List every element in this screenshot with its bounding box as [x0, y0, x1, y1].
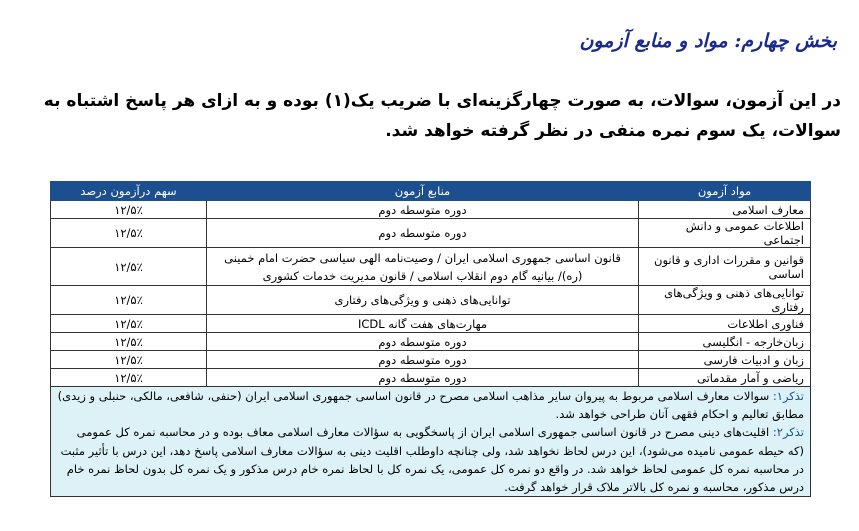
row-share: ۱۲/۵٪ [51, 333, 207, 351]
row-subject: معارف اسلامی [639, 201, 811, 219]
table-row [51, 333, 811, 351]
row-share: ۱۲/۵٪ [51, 369, 207, 387]
row-subject: فناوری اطلاعات [639, 315, 811, 333]
note-1-text: سوالات معارف اسلامی مربوط به پیروان سایر مذاهب اسلامی مصرح در قانون اساسی جمهوری اسلامی ایران (حنفی، شافعی، مالکی، حنبلی و زیدی) مطابق تعالیم و احکام فقهی آنان طراحی خواهد شد. [57, 389, 804, 422]
table-row [51, 369, 811, 387]
table-row [51, 351, 811, 369]
row-subject: اطلاعات عمومی و دانش اجتماعی [639, 219, 811, 248]
table-row [51, 219, 811, 248]
row-subject: توانایی‌های ذهنی و ویژگی‌های رفتاری [639, 286, 811, 315]
notes-cell [51, 387, 811, 497]
row-subject: ریاضی و آمار مقدماتی [639, 369, 811, 387]
table-header-row [51, 182, 811, 201]
table-row [51, 201, 811, 219]
row-subject: قوانین و مقررات اداری و قانون اساسی [639, 248, 811, 286]
note-2-tag: تذکر۲: [772, 425, 804, 440]
section-title: بخش چهارم: مواد و منابع آزمون [579, 30, 837, 52]
note-2-text: اقلیت‌های دینی مصرح در قانون اساسی جمهوری اسلامی ایران از پاسخگویی به سؤالات معارف اسلامی معاف بوده و در محاسبه نمره کل عمومی (که حیطه عمومی نامیده می‌شود)، این درس لحاظ نخواهد شد، ولی چنانچه داوطلب اقلیت دینی به سؤالات معارف اسلامی پاسخ دهد، این درس با تأثیر مثبت در محاسبه نمره کل عمومی لحاظ خواهد شد. در واقع دو نمره کل عمومی، یک نمره کل با لحاظ نمره خام درس مذکور و یک نمره کل بدون لحاظ نمره خام درس مذکور، محاسبه و نمره کل بالاتر ملاک قرار خواهد گرفت. [60, 425, 804, 495]
note-1-tag: تذکر۱: [772, 389, 804, 403]
table-row [51, 248, 811, 286]
row-share: ۱۲/۵٪ [51, 201, 207, 219]
header-sources: منابع آزمون [207, 182, 639, 201]
row-sources: قانون اساسی جمهوری اسلامی ایران / وصیت‌نامه الهی سیاسی حضرت امام خمینی (ره)/ بیانیه گام دوم انقلاب اسلامی / قانون مدیریت خدمات کشوری [207, 248, 639, 286]
row-sources: دوره متوسطه دوم [207, 201, 639, 219]
header-subject: مواد آزمون [639, 182, 811, 201]
row-share: ۱۲/۵٪ [51, 351, 207, 369]
header-share: سهم درآزمون درصد [51, 182, 207, 201]
row-share: ۱۲/۵٪ [51, 248, 207, 286]
row-subject: زبان و ادبیات فارسی [639, 351, 811, 369]
note-1 [57, 387, 804, 423]
row-share: ۱۲/۵٪ [51, 286, 207, 315]
table-row [51, 315, 811, 333]
row-sources: دوره متوسطه دوم [207, 369, 639, 387]
row-sources: توانایی‌های ذهنی و ویژگی‌های رفتاری [207, 286, 639, 315]
row-share: ۱۲/۵٪ [51, 315, 207, 333]
row-sources: دوره متوسطه دوم [207, 351, 639, 369]
note-2 [57, 423, 804, 496]
exam-materials-table [50, 181, 811, 497]
row-sources: مهارت‌های هفت گانه ICDL [207, 315, 639, 333]
table-row [51, 286, 811, 315]
row-sources: دوره متوسطه دوم [207, 333, 639, 351]
intro-paragraph: در این آزمون، سوالات، به صورت چهارگزینه‌ای با ضریب یک(۱) بوده و به ازای هر پاسخ اشتباه به سوالات، یک سوم نمره منفی در نظر گرفته خواهد شد. [43, 91, 841, 141]
row-share: ۱۲/۵٪ [51, 219, 207, 248]
row-sources: دوره متوسطه دوم [207, 219, 639, 248]
row-subject: زبان‌خارجه - انگلیسی [639, 333, 811, 351]
notes-row [51, 387, 811, 497]
